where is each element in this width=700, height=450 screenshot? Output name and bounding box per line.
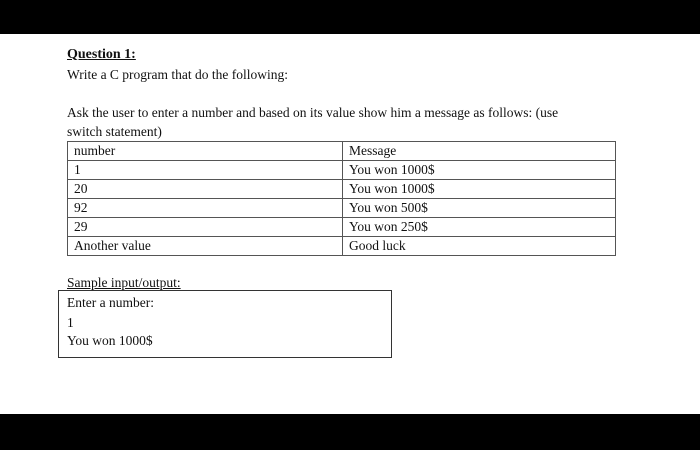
table-cell-message: You won 500$ <box>343 199 616 218</box>
table-header-message: Message <box>343 142 616 161</box>
table-cell-message: You won 1000$ <box>343 161 616 180</box>
table-cell-message: You won 250$ <box>343 218 616 237</box>
document-page <box>0 34 700 414</box>
question-intro: Write a C program that do the following: <box>67 67 289 82</box>
top-black-bar <box>0 0 700 34</box>
table-row <box>68 161 616 180</box>
table-row <box>68 218 616 237</box>
table-row <box>68 237 616 256</box>
question-prompt-line-1: Ask the user to enter a number and based on its value show him a message as follows: (use <box>67 105 559 120</box>
table-row <box>68 180 616 199</box>
table-row <box>68 199 616 218</box>
table-header-number: number <box>68 142 343 161</box>
table-cell-message: You won 1000$ <box>343 180 616 199</box>
sample-io-label: Sample input/output: <box>67 275 181 290</box>
table-cell-number: 1 <box>68 161 343 180</box>
table-cell-number: 92 <box>68 199 343 218</box>
sample-line: You won 1000$ <box>67 333 153 348</box>
cases-table <box>67 141 616 256</box>
question-prompt-line-2: switch statement) <box>67 124 162 139</box>
table-cell-number: Another value <box>68 237 343 256</box>
sample-io-box <box>58 290 392 358</box>
sample-line: 1 <box>67 315 74 330</box>
question-heading: Question 1: <box>67 47 136 62</box>
table-cell-number: 29 <box>68 218 343 237</box>
bottom-black-bar <box>0 414 700 450</box>
sample-line: Enter a number: <box>67 295 154 310</box>
table-cell-number: 20 <box>68 180 343 199</box>
table-header-row <box>68 142 616 161</box>
table-cell-message: Good luck <box>343 237 616 256</box>
